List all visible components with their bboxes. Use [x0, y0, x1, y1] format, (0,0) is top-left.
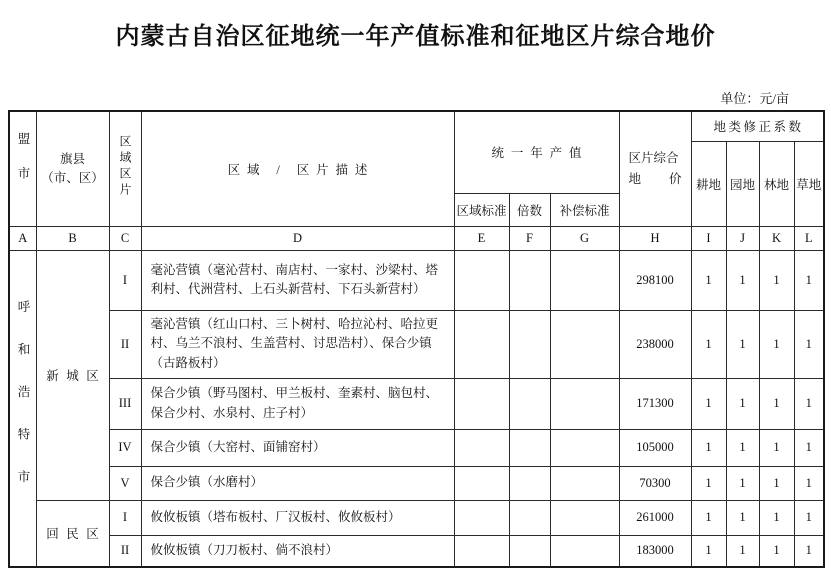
header-league-city	[9, 111, 36, 226]
cell-factor-forest: 1	[759, 500, 794, 535]
cell-multiplier	[509, 535, 550, 567]
header-multiplier: 倍数	[509, 193, 550, 226]
cell-factor-forest: 1	[759, 250, 794, 310]
header-unified-annual-value: 统一年产值	[454, 111, 619, 193]
col-letter-k: K	[759, 226, 794, 250]
header-compensation-standard: 补偿标准	[550, 193, 619, 226]
cell-factor-farmland: 1	[691, 500, 726, 535]
table-row	[9, 378, 824, 429]
header-comp-price-char-right: 价	[668, 171, 682, 186]
cell-description: 保合少镇（大窑村、面铺窑村）	[141, 429, 454, 466]
cell-factor-garden: 1	[726, 535, 759, 567]
col-letter-d: D	[141, 226, 454, 250]
cell-city-label: 呼和浩特市	[16, 300, 30, 513]
cell-description: 攸攸板镇（塔布板村、厂汉板村、攸攸板村）	[141, 500, 454, 535]
cell-factor-farmland: 1	[691, 310, 726, 378]
col-letter-c: C	[109, 226, 141, 250]
cell-factor-grassland: 1	[794, 466, 824, 500]
unit-note: 单位：元/亩	[720, 91, 789, 106]
cell-price: 171300	[619, 378, 691, 429]
page-title: 内蒙古自治区征地统一年产值标准和征地区片综合地价	[115, 24, 716, 50]
cell-regional-std	[454, 500, 509, 535]
col-letter-g: G	[550, 226, 619, 250]
cell-factor-garden: 1	[726, 429, 759, 466]
cell-price: 70300	[619, 466, 691, 500]
cell-multiplier	[509, 500, 550, 535]
cell-comp-std	[550, 378, 619, 429]
cell-comp-std	[550, 500, 619, 535]
cell-factor-grassland: 1	[794, 378, 824, 429]
cell-price: 183000	[619, 535, 691, 567]
cell-price: 298100	[619, 250, 691, 310]
cell-regional-std	[454, 535, 509, 567]
header-grassland: 草地	[794, 141, 824, 226]
cell-description: 毫沁营镇（红山口村、三卜树村、哈拉沁村、哈拉更村、乌兰不浪村、生盖营村、讨思浩村）、保合少镇（古路板村）	[141, 310, 454, 378]
header-comp-price	[619, 111, 691, 226]
header-county-line2: （市、区）	[41, 170, 104, 185]
cell-description: 毫沁营镇（毫沁营村、南店村、一家村、沙梁村、塔利村、代洲营村、上石头新营村、下石头新营村）	[141, 250, 454, 310]
column-letter-row	[9, 226, 824, 250]
cell-factor-grassland: 1	[794, 310, 824, 378]
header-farmland: 耕地	[691, 141, 726, 226]
cell-factor-garden: 1	[726, 500, 759, 535]
col-letter-a: A	[9, 226, 36, 250]
cell-factor-forest: 1	[759, 466, 794, 500]
cell-multiplier	[509, 250, 550, 310]
land-price-table	[8, 110, 825, 568]
cell-regional-std	[454, 378, 509, 429]
cell-zone: II	[109, 310, 141, 378]
cell-zone: I	[109, 250, 141, 310]
cell-factor-farmland: 1	[691, 466, 726, 500]
header-zone	[109, 111, 141, 226]
header-league-city-label: 盟市	[16, 132, 30, 202]
col-letter-i: I	[691, 226, 726, 250]
cell-factor-grassland: 1	[794, 500, 824, 535]
cell-comp-std	[550, 535, 619, 567]
cell-description: 保合少镇（水磨村）	[141, 466, 454, 500]
cell-factor-forest: 1	[759, 535, 794, 567]
col-letter-e: E	[454, 226, 509, 250]
col-letter-l: L	[794, 226, 824, 250]
col-letter-f: F	[509, 226, 550, 250]
col-letter-b: B	[36, 226, 109, 250]
cell-zone: III	[109, 378, 141, 429]
table-row	[9, 535, 824, 567]
cell-price: 105000	[619, 429, 691, 466]
header-regional-standard: 区域标准	[454, 193, 509, 226]
cell-district-huimin: 回民区	[36, 500, 109, 567]
cell-description: 攸攸板镇（刀刀板村、倘不浪村）	[141, 535, 454, 567]
header-county	[36, 111, 109, 226]
table-row	[9, 250, 824, 310]
col-letter-h: H	[619, 226, 691, 250]
cell-multiplier	[509, 310, 550, 378]
cell-regional-std	[454, 429, 509, 466]
cell-factor-forest: 1	[759, 310, 794, 378]
cell-multiplier	[509, 429, 550, 466]
cell-factor-garden: 1	[726, 250, 759, 310]
cell-city	[9, 250, 36, 567]
cell-factor-forest: 1	[759, 378, 794, 429]
cell-zone: I	[109, 500, 141, 535]
cell-factor-garden: 1	[726, 378, 759, 429]
cell-factor-forest: 1	[759, 429, 794, 466]
cell-multiplier	[509, 466, 550, 500]
cell-regional-std	[454, 310, 509, 378]
cell-regional-std	[454, 250, 509, 310]
cell-price: 238000	[619, 310, 691, 378]
cell-zone: II	[109, 535, 141, 567]
cell-comp-std	[550, 250, 619, 310]
cell-factor-grassland: 1	[794, 535, 824, 567]
cell-multiplier	[509, 378, 550, 429]
cell-factor-farmland: 1	[691, 535, 726, 567]
cell-comp-std	[550, 466, 619, 500]
cell-zone: IV	[109, 429, 141, 466]
table-row	[9, 429, 824, 466]
col-letter-j: J	[726, 226, 759, 250]
header-comp-price-char-left: 地	[628, 171, 642, 186]
table-row	[9, 310, 824, 378]
cell-factor-farmland: 1	[691, 429, 726, 466]
cell-zone: V	[109, 466, 141, 500]
cell-factor-garden: 1	[726, 310, 759, 378]
header-land-type-factor: 地类修正系数	[691, 111, 824, 141]
header-forest: 林地	[759, 141, 794, 226]
table-row	[9, 466, 824, 500]
cell-factor-grassland: 1	[794, 250, 824, 310]
header-zone-label: 区域区片	[118, 134, 132, 199]
cell-factor-garden: 1	[726, 466, 759, 500]
cell-description: 保合少镇（野马图村、甲兰板村、奎素村、脑包村、保合少村、水泉村、庄子村）	[141, 378, 454, 429]
cell-factor-farmland: 1	[691, 378, 726, 429]
header-comp-price-line1: 区片综合	[628, 150, 679, 165]
cell-district-xincheng: 新城区	[36, 250, 109, 500]
header-comp-price-line2	[629, 169, 682, 190]
cell-comp-std	[550, 429, 619, 466]
header-description: 区域 / 区片描述	[141, 111, 454, 226]
header-county-line1: 旗县	[59, 152, 85, 166]
cell-factor-farmland: 1	[691, 250, 726, 310]
cell-regional-std	[454, 466, 509, 500]
table-row	[9, 500, 824, 535]
cell-price: 261000	[619, 500, 691, 535]
cell-comp-std	[550, 310, 619, 378]
header-garden: 园地	[726, 141, 759, 226]
cell-factor-grassland: 1	[794, 429, 824, 466]
